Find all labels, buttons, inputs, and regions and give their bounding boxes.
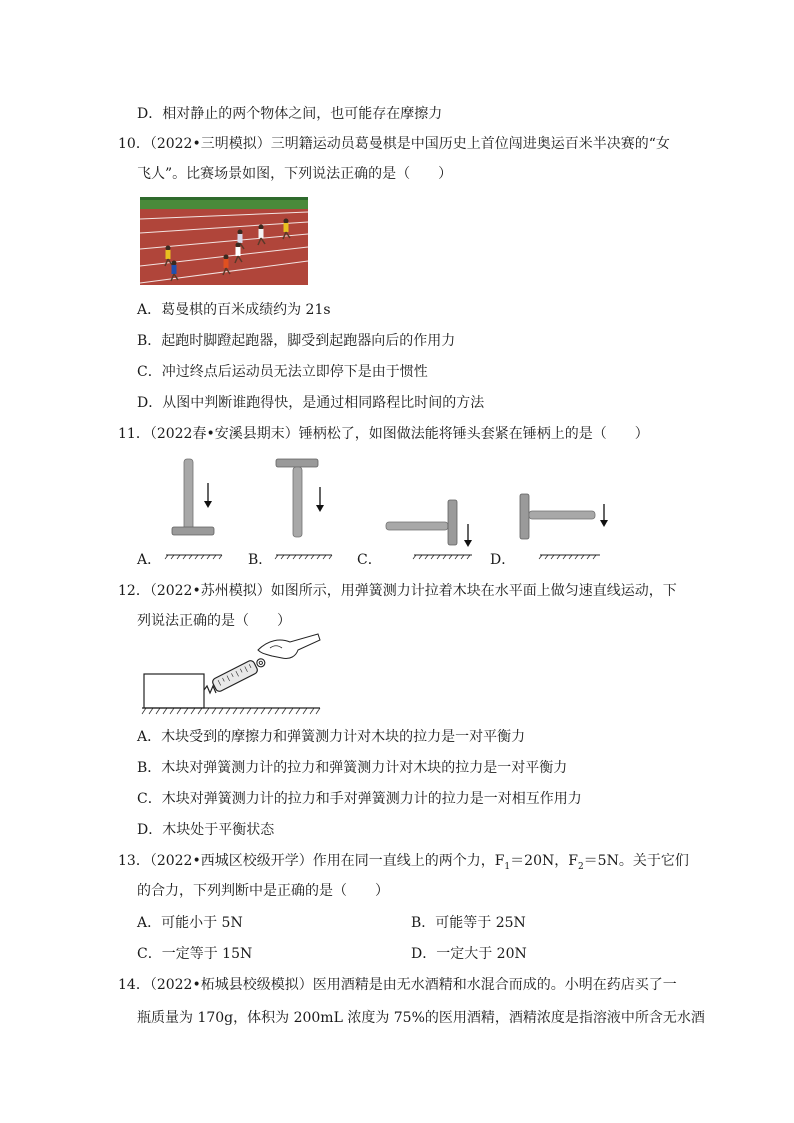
q10-option-d: D．从图中判断谁跑得快，是通过相同路程比时间的方法: [137, 395, 485, 411]
wooden-block: [144, 674, 204, 708]
q11-stem-line1: 11．（2022春•安溪县期末）锤柄松了，如图做法能将锤头套紧在锤柄上的是（ ）: [118, 426, 649, 442]
q12-option-a: A．木块受到的摩擦力和弹簧测力计对木块的拉力是一对平衡力: [137, 729, 526, 745]
q10-option-c: C．冲过终点后运动员无法立即停下是由于惯性: [137, 364, 428, 380]
q14-stem-line2: 瓶质量为 170g，体积为 200mL 浓度为 75%的医用酒精，酒精浓度是指溶液中所含无水酒: [137, 1010, 705, 1026]
q12-option-c: C．木块对弹簧测力计的拉力和手对弹簧测力计的拉力是一对相互作用力: [137, 791, 582, 807]
q12-stem-line2: 列说法正确的是（ ）: [137, 613, 291, 629]
q12-option-d: D．木块处于平衡状态: [137, 822, 275, 838]
hammer-figure-b: [270, 455, 342, 565]
q13-option-a: A．可能小于 5N: [137, 915, 243, 931]
q11-label-d: D．: [490, 552, 516, 568]
q12-option-b: B．木块对弹簧测力计的拉力和弹簧测力计对木块的拉力是一对平衡力: [137, 760, 568, 776]
q11-label-b: B．: [248, 552, 273, 568]
spring-scale-block-figure: [140, 632, 322, 720]
q10-stem-line2: 飞人”。比赛场景如图，下列说法正确的是（ ）: [137, 166, 453, 182]
hammer-figure-a: [160, 455, 232, 565]
q10-stem-line1: 10．（2022•三明模拟）三明籍运动员葛曼棋是中国历史上首位闯进奥运百米半决赛的“女: [118, 136, 670, 152]
q14-stem-line1: 14．（2022•柘城县校级模拟）医用酒精是由无水酒精和水混合而成的。小明在药店买了一: [118, 977, 677, 993]
q11-label-a: A．: [137, 552, 162, 568]
q13-option-d: D．一定大于 20N: [411, 946, 527, 962]
q13-stem-line2: 的合力，下列判断中是正确的是（ ）: [137, 883, 389, 899]
q13-option-b: B．可能等于 25N: [411, 915, 526, 931]
q12-stem-line1: 12．（2022•苏州模拟）如图所示，用弹簧测力计拉着木块在水平面上做匀速直线运动，下: [118, 583, 677, 599]
q9-option-d: D．相对静止的两个物体之间，也可能存在摩擦力: [137, 106, 443, 122]
q13-stem-line1: 13．（2022•西城区校级开学）作用在同一直线上的两个力，$F_1=20N$，$F_2=5N$。关于它们: [118, 853, 689, 872]
q13-option-c: C．一定等于 15N: [137, 946, 253, 962]
spring-scale: [211, 655, 267, 693]
hammer-figure-c: [380, 480, 480, 565]
hammer-figure-d: [510, 480, 610, 565]
hand: [258, 634, 320, 659]
q10-option-a: A．葛曼棋的百米成绩约为 21s: [137, 302, 331, 318]
sprint-race-photo: [140, 197, 308, 285]
q11-label-c: C．: [357, 552, 382, 568]
q10-option-b: B．起跑时脚蹬起跑器，脚受到起跑器向后的作用力: [137, 333, 456, 349]
